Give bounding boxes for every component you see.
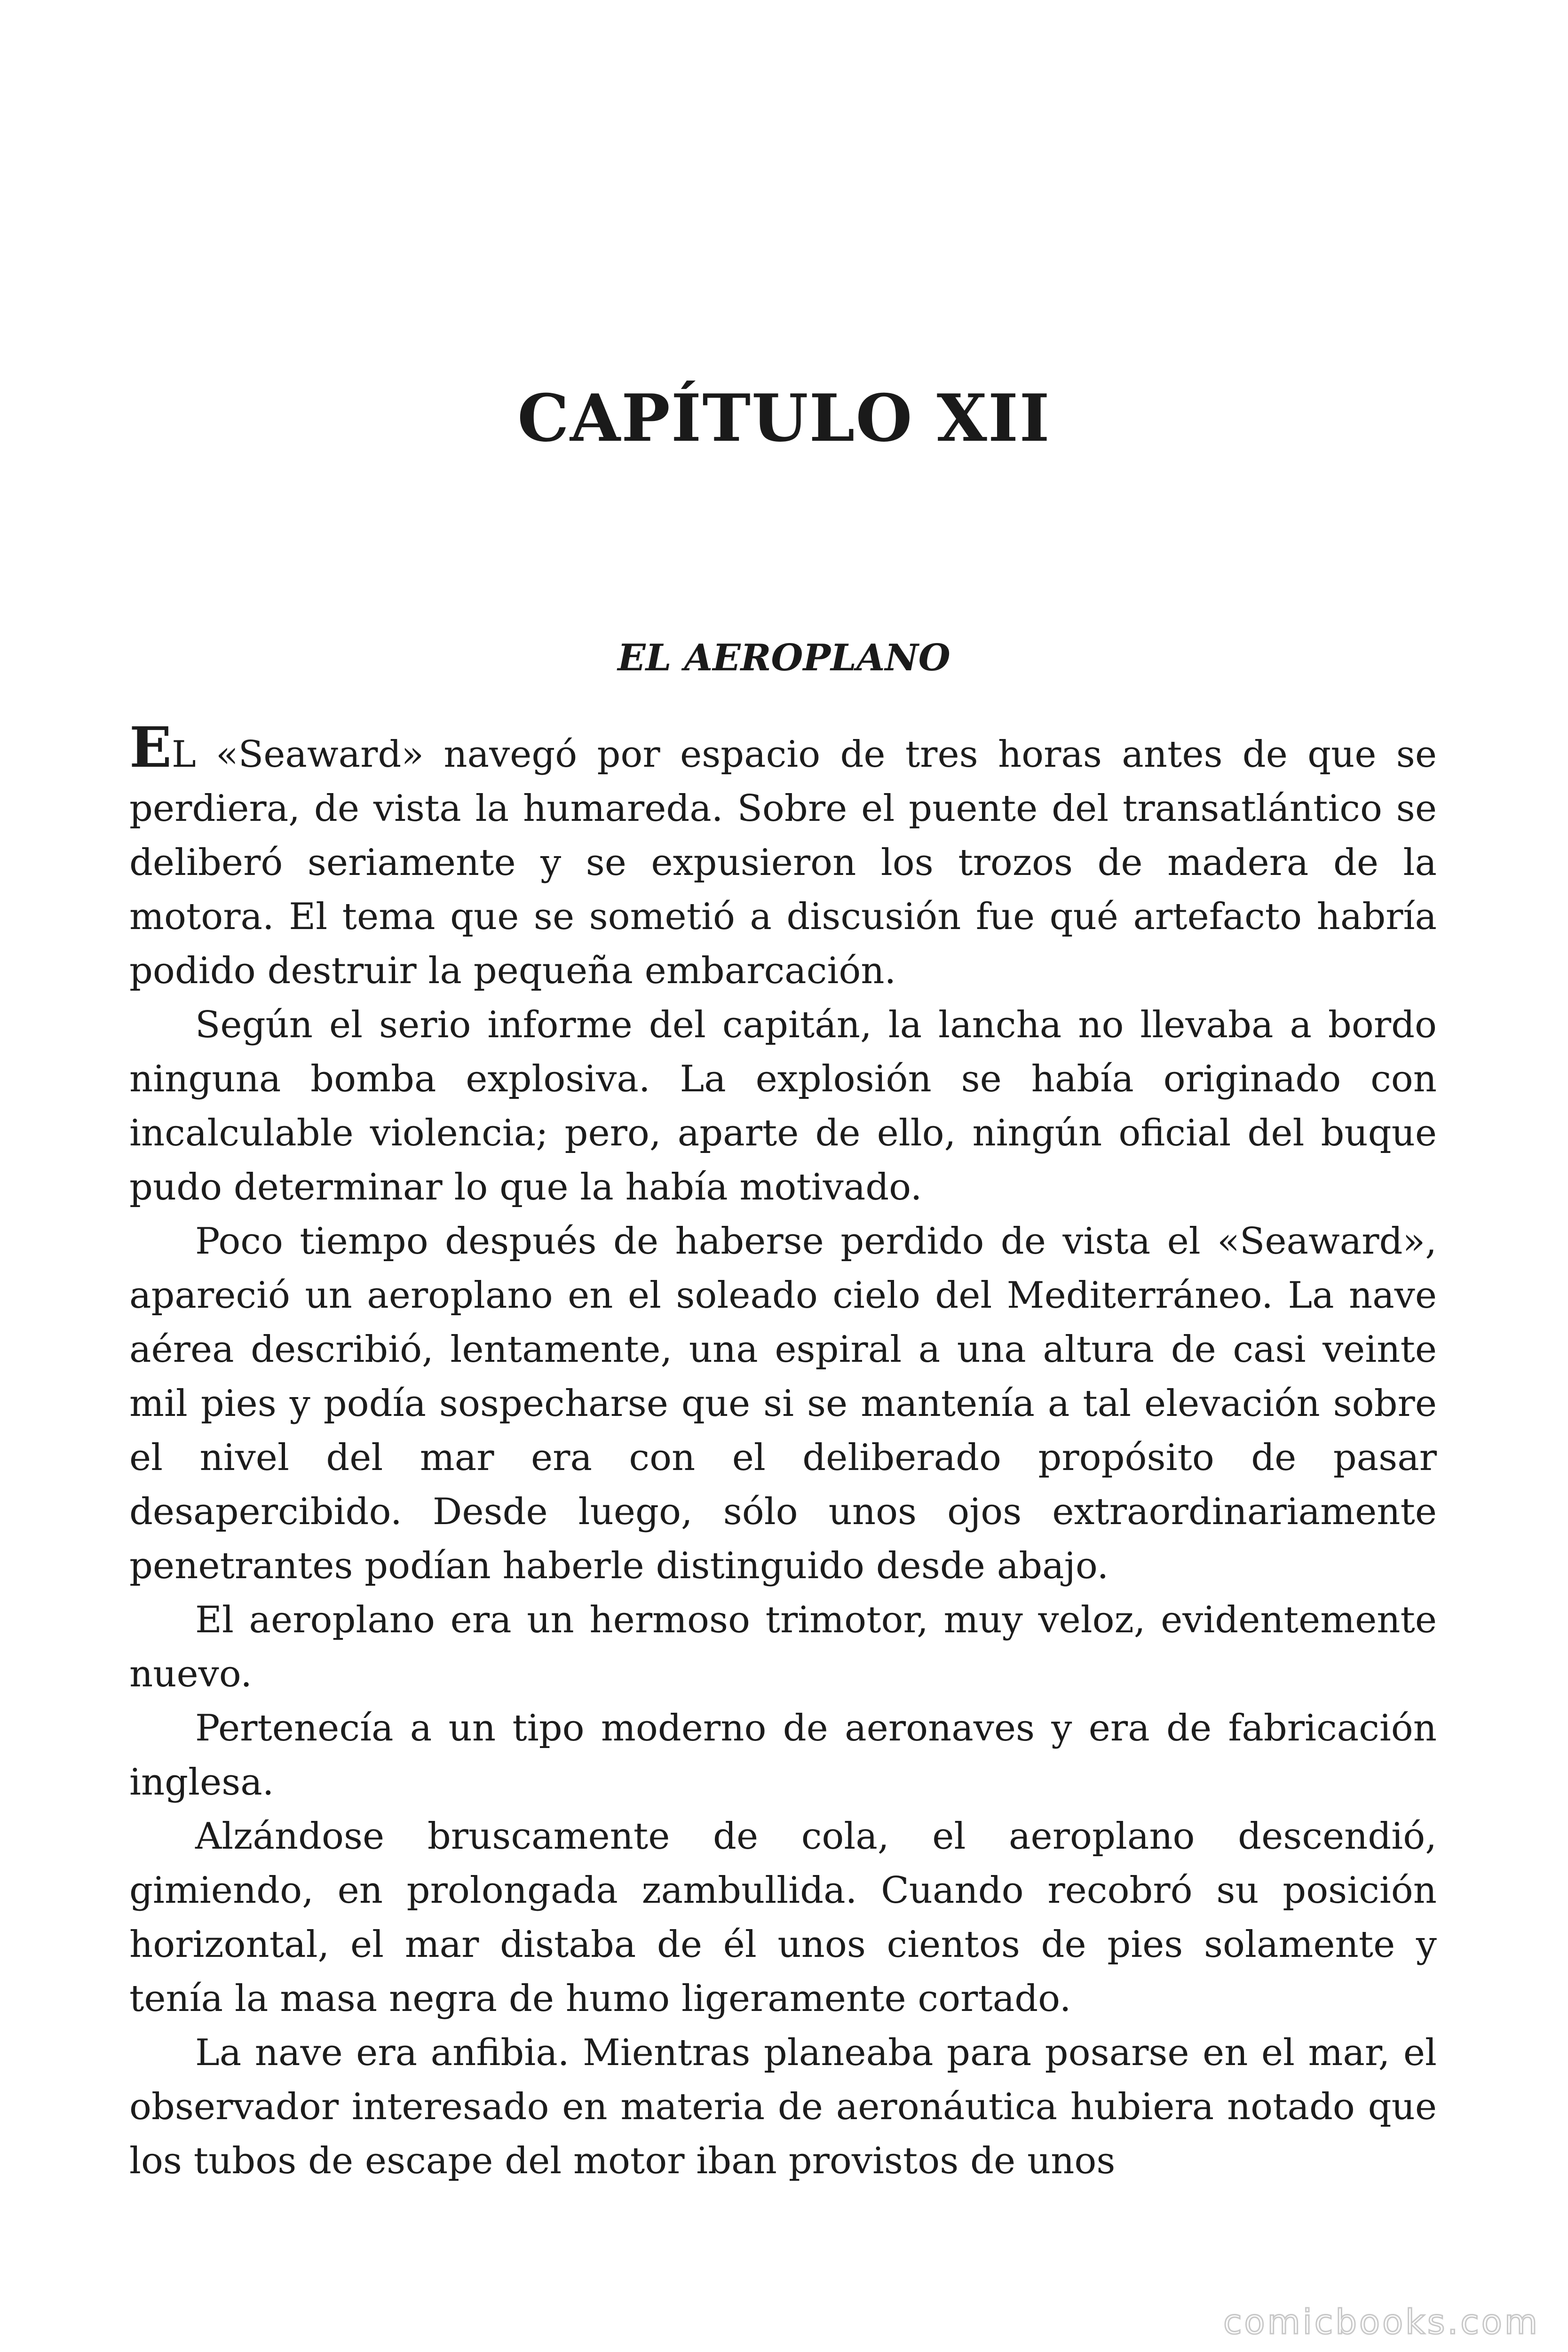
drop-cap: E	[129, 715, 172, 780]
chapter-subtitle: EL AEROPLANO	[618, 636, 950, 679]
paragraph-6: Alzándose bruscamente de cola, el aeroplano descendió, gimiendo, en prolongada zambullida. Cuando recobró su posición horizontal, el mar distaba de él unos cientos de pies solamente y tenía la masa negra de humo ligeramente cortado.	[129, 1815, 1437, 2020]
watermark: comicbooks.com	[1223, 2302, 1540, 2342]
paragraph-3: Poco tiempo después de haberse perdido de vista el «Seaward», apareció un aeroplano en el soleado cielo del Mediterráneo. La nave aérea describió, lentamente, una espiral a una altura de casi veinte mil pies y podía sospecharse que si se mantenía a tal elevación sobre el nivel del mar era con el deliberado propósito de pasar desapercibido. Desde luego, sólo unos ojos extraordinariamente penetrantes podían haberle distinguido desde abajo.	[129, 1220, 1437, 1587]
chapter-title: CAPÍTULO XII	[517, 380, 1051, 456]
paragraph-1-text: «Seaward» navegó por espacio de tres horas antes de que se perdiera, de vista la humareda. Sobre el puente del transatlántico se deliberó seriamente y se expusieron los trozos de madera de la motora. El tema que se sometió a discusión fue qué artefacto habría podido destruir la pequeña embarcación.	[129, 733, 1437, 992]
paragraph-2: Según el serio informe del capitán, la lancha no llevaba a bordo ninguna bomba explosiva. La explosión se había originado con incalculable violencia; pero, aparte de ello, ningún oficial del buque pudo determinar lo que la había motivado.	[129, 1004, 1437, 1208]
paragraph-7: La nave era anfibia. Mientras planeaba para posarse en el mar, el observador interesado en materia de aeronáutica hubiera notado que los tubos de escape del motor iban provistos de unos	[129, 2032, 1437, 2182]
paragraph-1	[129, 715, 1437, 998]
paragraph-4: El aeroplano era un hermoso trimotor, muy veloz, evidentemente nuevo.	[129, 1599, 1437, 1695]
paragraph-5: Pertenecía a un tipo moderno de aeronaves y era de fabricación inglesa.	[129, 1707, 1437, 1804]
body-text	[129, 715, 1437, 2188]
lead-smallcaps: L	[171, 733, 196, 776]
